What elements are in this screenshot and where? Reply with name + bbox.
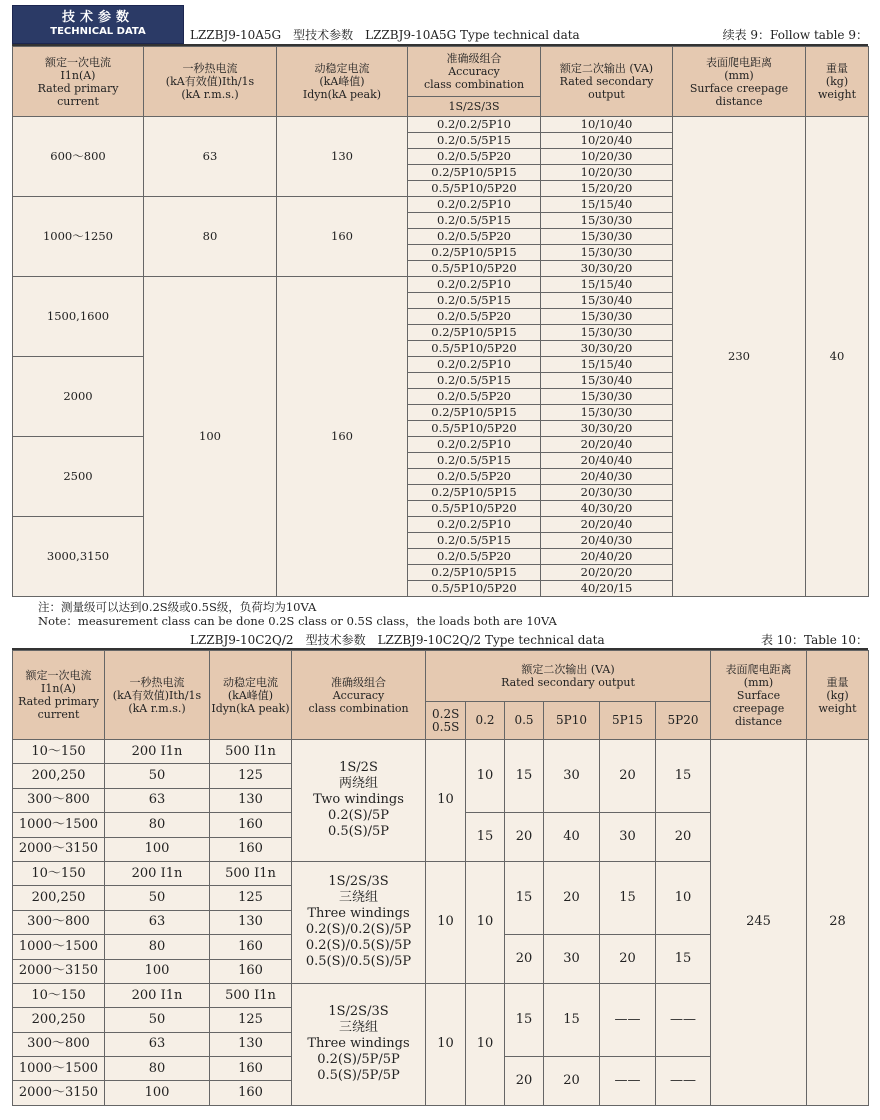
output-05-cell: 20 (505, 935, 544, 984)
accuracy-class-cell: 0.2/0.5/5P20 (408, 229, 541, 245)
header-line: (kA峰值) (227, 688, 274, 702)
accuracy-class-cell: 0.2/5P10/5P15 (408, 405, 541, 421)
thermal-current-cell: 63 (144, 117, 277, 197)
header-accuracy-class (408, 47, 541, 97)
thermal-current-cell: 200 I1n (105, 740, 210, 764)
rated-output-cell: 15/15/40 (541, 277, 673, 293)
thermal-current-cell: 80 (105, 935, 210, 959)
accuracy-class-cell: 0.2/0.5/5P20 (408, 149, 541, 165)
header-rated-primary-current (13, 651, 105, 740)
header-line: (kA峰值) (319, 75, 365, 88)
accuracy-class-cell: 0.2/0.5/5P15 (408, 133, 541, 149)
dynamic-current-cell: 125 (210, 1008, 292, 1032)
dynamic-current-cell: 500 I1n (210, 740, 292, 764)
output-02-cell: 10 (466, 740, 505, 813)
rated-output-cell: 20/20/40 (541, 437, 673, 453)
output-column-header: 0.2S 0.5S (426, 702, 466, 740)
header-creepage-distance (711, 651, 807, 740)
accuracy-class-cell: 0.2/0.5/5P15 (408, 453, 541, 469)
accuracy-class-cell: 0.5/5P10/5P20 (408, 341, 541, 357)
header-line: (mm) (743, 675, 774, 689)
table2 (12, 650, 869, 1106)
header-line: 动稳定电流 (223, 675, 278, 689)
accuracy-class-cell: 0.2/5P10/5P15 (408, 245, 541, 261)
thermal-current-cell: 100 (105, 837, 210, 861)
header-line: (kA有效值)Ith/1s (165, 75, 255, 88)
header-rated-primary-current (13, 47, 144, 117)
accuracy-line: 1S/2S/3S (328, 874, 389, 890)
rated-output-cell: 20/20/40 (541, 517, 673, 533)
header-line: I1n(A) (41, 682, 76, 695)
rated-output-cell: 15/20/20 (541, 181, 673, 197)
rated-output-cell: 15/30/30 (541, 245, 673, 261)
rated-output-cell: 15/15/40 (541, 197, 673, 213)
accuracy-class-cell: 0.5/5P10/5P20 (408, 181, 541, 197)
table1-header-row (13, 47, 869, 97)
rated-output-cell: 30/30/20 (541, 421, 673, 437)
dynamic-current-cell: 160 (210, 837, 292, 861)
header-dynamic-current (210, 651, 292, 740)
header-line: Rated primary (18, 695, 99, 708)
rated-output-cell: 20/30/30 (541, 485, 673, 501)
accuracy-class-cell: 0.2/0.5/5P20 (408, 309, 541, 325)
output-5p20-cell: 10 (656, 861, 711, 934)
badge-title-zh: 技术参数 (61, 10, 134, 25)
rated-output-cell: 20/40/40 (541, 453, 673, 469)
accuracy-line: 0.2(S)/5P/5P (317, 1052, 400, 1068)
header-line: weight (818, 701, 857, 715)
header-line: Idyn(kA peak) (211, 701, 290, 715)
rated-current-cell: 2000～3150 (13, 1081, 105, 1105)
rated-current-cell: 1000～1500 (13, 813, 105, 837)
dynamic-current-cell: 500 I1n (210, 861, 292, 885)
output-05-cell: 15 (505, 983, 544, 1056)
accuracy-class-cell: 0.2/0.2/5P10 (408, 517, 541, 533)
header-line: (kA r.m.s.) (181, 88, 239, 101)
header-line: distance (715, 94, 763, 108)
header-line: Rated secondary output (501, 676, 635, 689)
rated-output-cell: 15/30/30 (541, 213, 673, 229)
output-02-cell: 10 (466, 861, 505, 983)
dynamic-current-cell: 125 (210, 764, 292, 788)
accuracy-class-cell: 0.2/0.5/5P15 (408, 213, 541, 229)
rated-output-cell: 10/20/30 (541, 165, 673, 181)
header-line: class combination (308, 701, 409, 715)
header-line: class combination (423, 78, 525, 91)
rated-output-cell: 10/20/40 (541, 133, 673, 149)
output-5p15-cell: 20 (600, 740, 656, 813)
header-weight (807, 651, 869, 740)
dynamic-current-cell: 500 I1n (210, 983, 292, 1007)
output-5p10-cell: 30 (544, 935, 600, 984)
header-line: (kA r.m.s.) (128, 701, 186, 715)
output-5p20-cell: —— (656, 983, 711, 1056)
accuracy-class-cell: 0.5/5P10/5P20 (408, 421, 541, 437)
accuracy-line: 0.2(S)/0.2(S)/5P (305, 922, 412, 938)
dynamic-current-cell: 160 (277, 277, 408, 597)
header-line: 表面爬电距离 (706, 55, 772, 69)
rated-output-cell: 15/30/30 (541, 405, 673, 421)
output-05-cell: 15 (505, 740, 544, 813)
dynamic-current-cell: 130 (277, 117, 408, 197)
header-dynamic-current (277, 47, 408, 117)
header-rated-output (426, 651, 711, 702)
dynamic-current-cell: 160 (210, 1081, 292, 1105)
table-row (13, 740, 869, 764)
accuracy-class-cell: 0.5/5P10/5P20 (408, 581, 541, 597)
header-line: distance (735, 714, 782, 728)
accuracy-class-cell: 0.2/0.5/5P20 (408, 469, 541, 485)
rated-output-cell: 10/20/30 (541, 149, 673, 165)
thermal-current-cell: 63 (105, 910, 210, 934)
header-thermal-current (105, 651, 210, 740)
output-5p20-cell: 15 (656, 740, 711, 813)
rated-output-cell: 10/10/40 (541, 117, 673, 133)
header-line: 动稳定电流 (314, 62, 370, 75)
header-line: (mm) (724, 68, 754, 82)
header-line: Accuracy (332, 688, 385, 702)
thermal-current-cell: 200 I1n (105, 983, 210, 1007)
header-line: 额定一次电流 (45, 55, 111, 69)
header-line: 一秒热电流 (129, 675, 185, 689)
accuracy-line: 三绕组 (338, 890, 378, 906)
output-05-cell: 15 (505, 861, 544, 934)
header-thermal-current (144, 47, 277, 117)
table1-title: LZZBJ9-10A5G 型技术参数 LZZBJ9-10A5G Type technical data (190, 28, 580, 42)
accuracy-class-cell: 0.2/0.5/5P15 (408, 533, 541, 549)
output-5p10-cell: 30 (544, 740, 600, 813)
output-column-header: 5P15 (600, 702, 656, 740)
dynamic-current-cell: 125 (210, 886, 292, 910)
creepage-cell: 245 (711, 740, 807, 1106)
header-weight (806, 47, 869, 117)
rated-current-cell: 2500 (13, 437, 144, 517)
header-line: current (37, 708, 80, 721)
rated-current-cell: 10～150 (13, 861, 105, 885)
rated-current-cell: 300～800 (13, 910, 105, 934)
table1-continued-label: 续表 9：Follow table 9： (722, 28, 868, 42)
header-line: I1n(A) (60, 68, 96, 82)
header-line: (kA有效值)Ith/1s (112, 688, 202, 702)
accuracy-class-cell: 0.2/0.2/5P10 (408, 277, 541, 293)
header-line: Rated secondary (559, 75, 654, 88)
table2-title: LZZBJ9-10C2Q/2 型技术参数 LZZBJ9-10C2Q/2 Type technical data (190, 633, 605, 647)
note-zh: 注：测量级可以达到0.2S级或0.5S级，负荷均为10VA (38, 600, 317, 614)
table-row (13, 117, 869, 133)
header-line: Accuracy (448, 65, 500, 78)
output-02-cell: 15 (466, 813, 505, 862)
accuracy-class-cell: 0.2/0.2/5P10 (408, 437, 541, 453)
rated-output-cell: 15/30/40 (541, 293, 673, 309)
rated-output-cell: 15/30/30 (541, 325, 673, 341)
header-line: 一秒热电流 (182, 62, 238, 75)
thermal-current-cell: 100 (105, 959, 210, 983)
thermal-current-cell: 80 (105, 1057, 210, 1081)
rated-current-cell: 1000～1500 (13, 935, 105, 959)
output-02-cell: 10 (466, 983, 505, 1105)
thermal-current-cell: 50 (105, 764, 210, 788)
accuracy-class-cell (292, 983, 426, 1105)
dynamic-current-cell: 130 (210, 910, 292, 934)
accuracy-line: Three windings (307, 1036, 410, 1052)
accuracy-line: 0.5(S)/0.5(S)/5P (305, 954, 412, 970)
header-line: output (588, 88, 625, 101)
accuracy-class-cell: 0.2/0.2/5P10 (408, 357, 541, 373)
output-5p20-cell: 20 (656, 813, 711, 862)
output-5p20-cell: 15 (656, 935, 711, 984)
rated-output-cell: 15/30/30 (541, 229, 673, 245)
rated-output-cell: 15/30/30 (541, 389, 673, 405)
accuracy-line: 0.5(S)/5P (327, 824, 390, 840)
rated-output-cell: 40/20/15 (541, 581, 673, 597)
header-line: (kg) (825, 75, 849, 88)
accuracy-class-cell: 0.2/0.5/5P15 (408, 373, 541, 389)
output-5p15-cell: 30 (600, 813, 656, 862)
output-02s-cell: 10 (426, 740, 466, 862)
header-line: 额定一次电流 (25, 669, 92, 682)
output-column-header: 0.2 (466, 702, 505, 740)
output-5p10-cell: 40 (544, 813, 600, 862)
rated-current-cell: 600～800 (13, 117, 144, 197)
header-accuracy-sub: 1S/2S/3S (408, 97, 541, 117)
header-accuracy-class (292, 651, 426, 740)
accuracy-class-cell: 0.2/0.5/5P15 (408, 293, 541, 309)
thermal-current-cell: 63 (105, 1032, 210, 1056)
header-line: 准确级组合 (446, 52, 502, 65)
accuracy-line: Two windings (313, 792, 404, 808)
output-05-cell: 20 (505, 813, 544, 862)
header-line: 额定二次输出 (VA) (521, 663, 615, 676)
accuracy-class-cell: 0.2/5P10/5P15 (408, 165, 541, 181)
thermal-current-cell: 100 (144, 277, 277, 597)
header-line: 准确级组合 (331, 675, 386, 689)
rated-output-cell: 20/40/20 (541, 549, 673, 565)
weight-cell: 28 (807, 740, 869, 1106)
output-5p15-cell: —— (600, 1057, 656, 1106)
accuracy-line: 三绕组 (338, 1020, 378, 1036)
accuracy-class-cell (292, 740, 426, 862)
header-line: current (57, 94, 99, 108)
table2-label: 表 10：Table 10： (760, 633, 868, 647)
thermal-current-cell: 200 I1n (105, 861, 210, 885)
dynamic-current-cell: 130 (210, 788, 292, 812)
rated-current-cell: 2000 (13, 357, 144, 437)
accuracy-class-cell: 0.2/0.5/5P20 (408, 549, 541, 565)
accuracy-line: Three windings (307, 906, 410, 922)
thermal-current-cell: 63 (105, 788, 210, 812)
output-02s-cell: 10 (426, 861, 466, 983)
header-rated-output (541, 47, 673, 117)
header-line: Rated primary (37, 81, 119, 95)
header-line: Surface creepage (689, 81, 789, 95)
rated-current-cell: 2000～3150 (13, 837, 105, 861)
output-5p10-cell: 15 (544, 983, 600, 1056)
header-line: 额定二次输出 (VA) (559, 62, 654, 75)
thermal-current-cell: 100 (105, 1081, 210, 1105)
badge-title-en: TECHNICAL DATA (50, 26, 146, 37)
rated-output-cell: 30/30/20 (541, 261, 673, 277)
rated-output-cell: 20/40/30 (541, 533, 673, 549)
table2-header-row (13, 651, 869, 702)
rated-current-cell: 200,250 (13, 886, 105, 910)
dynamic-current-cell: 160 (210, 1057, 292, 1081)
header-line: 重量 (826, 62, 848, 75)
note-en: Note：measurement class can be done 0.2S class or 0.5S class，the loads both are 10VA (38, 614, 557, 628)
rated-current-cell: 200,250 (13, 764, 105, 788)
header-creepage-distance (673, 47, 806, 117)
header-line: (kg) (826, 688, 849, 702)
dynamic-current-cell: 130 (210, 1032, 292, 1056)
rated-current-cell: 1000～1500 (13, 1057, 105, 1081)
accuracy-class-cell: 0.5/5P10/5P20 (408, 261, 541, 277)
rated-current-cell: 2000～3150 (13, 959, 105, 983)
dynamic-current-cell: 160 (210, 935, 292, 959)
accuracy-line: 0.2(S)/5P (327, 808, 390, 824)
rated-current-cell: 3000,3150 (13, 517, 144, 597)
header-line: 表面爬电距离 (725, 662, 792, 676)
accuracy-class-cell: 0.2/0.2/5P10 (408, 197, 541, 213)
output-05-cell: 20 (505, 1057, 544, 1106)
rated-output-cell: 15/15/40 (541, 357, 673, 373)
weight-cell: 40 (806, 117, 869, 597)
creepage-cell: 230 (673, 117, 806, 597)
rated-output-cell: 15/30/40 (541, 373, 673, 389)
rated-output-cell: 20/20/20 (541, 565, 673, 581)
accuracy-class-cell: 0.2/0.2/5P10 (408, 117, 541, 133)
thermal-current-cell: 50 (105, 886, 210, 910)
thermal-current-cell: 80 (144, 197, 277, 277)
output-5p10-cell: 20 (544, 1057, 600, 1106)
header-line: Idyn(kA peak) (302, 88, 382, 101)
rated-current-cell: 200,250 (13, 1008, 105, 1032)
accuracy-line: 1S/2S (339, 760, 378, 776)
rated-output-cell: 30/30/20 (541, 341, 673, 357)
thermal-current-cell: 80 (105, 813, 210, 837)
rated-output-cell: 20/40/30 (541, 469, 673, 485)
rated-current-cell: 300～800 (13, 1032, 105, 1056)
table1 (12, 46, 869, 597)
rated-current-cell: 1500,1600 (13, 277, 144, 357)
accuracy-class-cell: 0.2/0.5/5P20 (408, 389, 541, 405)
section-badge (12, 5, 184, 44)
output-5p15-cell: —— (600, 983, 656, 1056)
dynamic-current-cell: 160 (210, 813, 292, 837)
output-column-header: 5P20 (656, 702, 711, 740)
rated-current-cell: 10～150 (13, 983, 105, 1007)
output-02s-cell: 10 (426, 983, 466, 1105)
output-5p15-cell: 20 (600, 935, 656, 984)
dynamic-current-cell: 160 (210, 959, 292, 983)
output-5p20-cell: —— (656, 1057, 711, 1106)
accuracy-class-cell (292, 861, 426, 983)
accuracy-line: 0.2(S)/0.5(S)/5P (305, 938, 412, 954)
output-5p15-cell: 15 (600, 861, 656, 934)
rated-current-cell: 300～800 (13, 788, 105, 812)
output-5p10-cell: 20 (544, 861, 600, 934)
rated-current-cell: 1000～1250 (13, 197, 144, 277)
dynamic-current-cell: 160 (277, 197, 408, 277)
accuracy-class-cell: 0.2/5P10/5P15 (408, 485, 541, 501)
header-line: weight (818, 88, 856, 101)
output-column-header: 0.5 (505, 702, 544, 740)
accuracy-class-cell: 0.5/5P10/5P20 (408, 501, 541, 517)
rated-current-cell: 10～150 (13, 740, 105, 764)
output-column-header: 5P10 (544, 702, 600, 740)
thermal-current-cell: 50 (105, 1008, 210, 1032)
accuracy-class-cell: 0.2/5P10/5P15 (408, 565, 541, 581)
accuracy-class-cell: 0.2/5P10/5P15 (408, 325, 541, 341)
accuracy-line: 0.5(S)/5P/5P (317, 1068, 400, 1084)
header-line: Surface creepage (732, 688, 785, 715)
header-line: 重量 (826, 675, 849, 689)
rated-output-cell: 15/30/30 (541, 309, 673, 325)
accuracy-line: 两绕组 (338, 776, 378, 792)
accuracy-line: 1S/2S/3S (328, 1004, 389, 1020)
rated-output-cell: 40/30/20 (541, 501, 673, 517)
